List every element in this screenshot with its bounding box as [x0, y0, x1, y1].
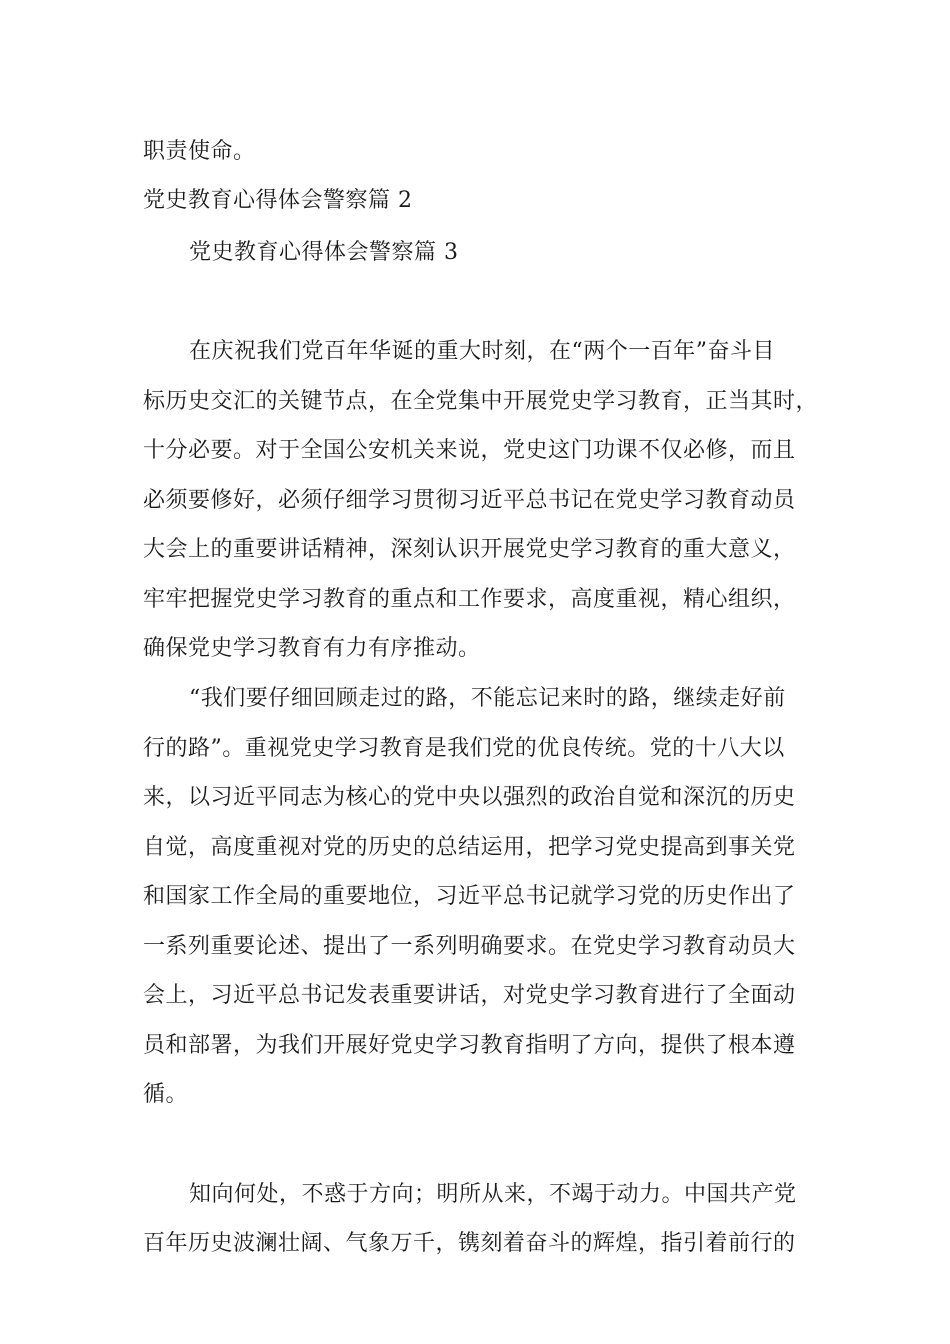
- paragraph-1-line: 确保党史学习教育有力有序推动。: [143, 636, 481, 661]
- section-heading-2: 党史教育心得体会警察篇 2: [143, 188, 413, 213]
- paragraph-2-line: 和国家工作全局的重要地位，习近平总书记就学习党的历史作出了: [143, 884, 796, 909]
- section-heading-3: 党史教育心得体会警察篇 3: [189, 240, 459, 265]
- paragraph-1-line: 必须要修好，必须仔细学习贯彻习近平总书记在党史学习教育动员: [143, 488, 796, 513]
- paragraph-1-line: 在庆祝我们党百年华诞的重大时刻，在“两个一百年”奋斗目: [189, 339, 775, 364]
- paragraph-3-line: 知向何处，不惑于方向；明所从来，不竭于动力。中国共产党: [189, 1182, 797, 1207]
- paragraph-1-line: 大会上的重要讲话精神，深刻认识开展党史学习教育的重大意义，: [143, 537, 796, 562]
- paragraph-2-line: 来，以习近平同志为核心的党中央以强烈的政治自觉和深沉的历史: [143, 785, 796, 810]
- paragraph-fragment-end: 职责使命。: [143, 139, 256, 164]
- paragraph-2-line: 自觉，高度重视对党的历史的总结运用，把学习党史提高到事关党: [143, 835, 796, 860]
- paragraph-2-line: “我们要仔细回顾走过的路，不能忘记来时的路，继续走好前: [189, 686, 786, 711]
- paragraph-2-line: 会上，习近平总书记发表重要讲话，对党史学习教育进行了全面动: [143, 983, 796, 1008]
- paragraph-1-line: 标历史交汇的关键节点，在全党集中开展党史学习教育，正当其时，: [143, 389, 819, 414]
- paragraph-2-line: 行的路”。重视党史学习教育是我们党的优良传统。党的十八大以: [143, 736, 785, 761]
- paragraph-2-line: 一系列重要论述、提出了一系列明确要求。在党史学习教育动员大: [143, 934, 796, 959]
- paragraph-1-line: 牢牢把握党史学习教育的重点和工作要求，高度重视，精心组织，: [143, 587, 796, 612]
- paragraph-2-line: 循。: [143, 1082, 189, 1107]
- paragraph-3-line: 百年历史波澜壮阔、气象万千，镌刻着奋斗的辉煌，指引着前行的: [143, 1231, 796, 1256]
- paragraph-2-line: 员和部署，为我们开展好党史学习教育指明了方向，提供了根本遵: [143, 1033, 796, 1058]
- paragraph-1-line: 十分必要。对于全国公安机关来说，党史这门功课不仅必修，而且: [143, 438, 796, 463]
